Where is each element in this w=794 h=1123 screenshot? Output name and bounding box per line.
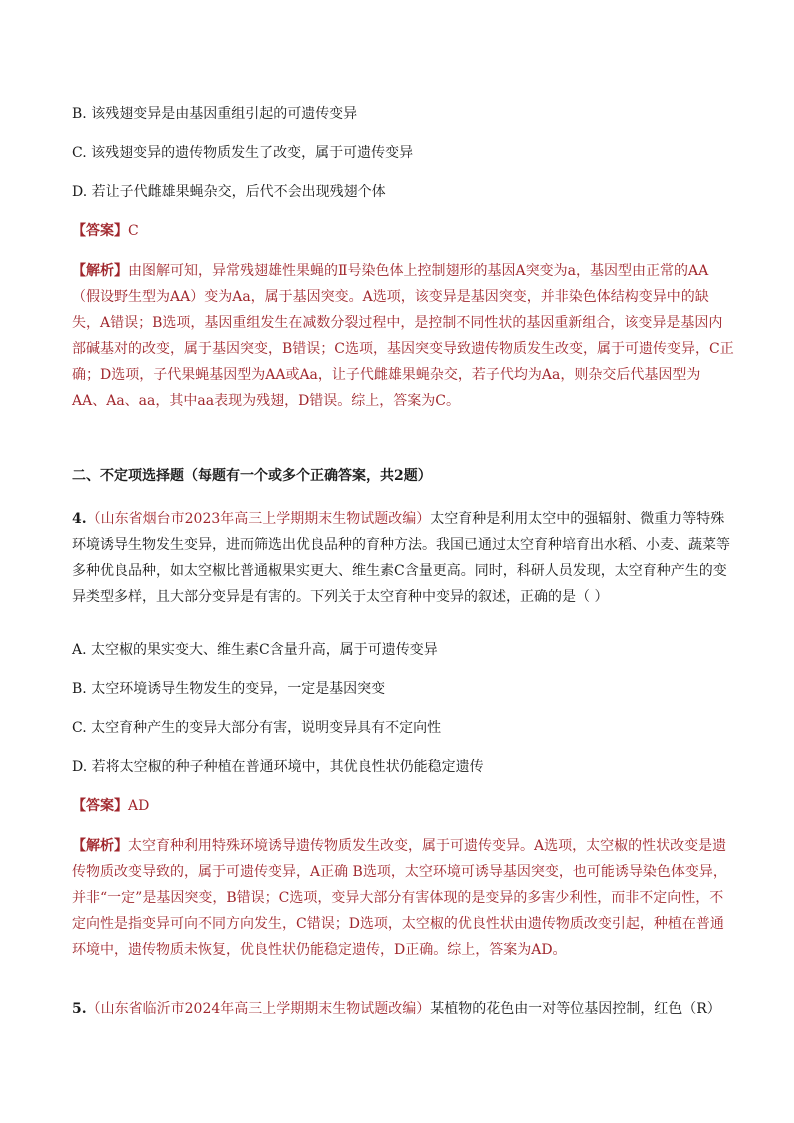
q5-stem-text: 某植物的花色由一对等位基因控制，红色（R） (430, 1001, 721, 1017)
q5-number: 5. (72, 1001, 87, 1017)
q4-option-a: A. 太空椒的果实变大、维生素C含量升高，属于可遗传变异 (72, 642, 438, 658)
q3-answer: C (128, 223, 139, 239)
q4-analysis-text: 太空育种利用特殊环境诱导遗传物质发生改变，属于可遗传变异。A选项，太空椒的性状改变是遗传物质改变导致的，属于可遗传变异，A正确 B选项，太空环境可诱导基因突变，也可能诱导染色体变异，并非“一定”是基因突变，B错误；C选项，变异大部分有害体现的是变异的多害少利性，而非不定向性，不定向性是指变异可向不同方向发生，C错误；D选项，太空椒的优良性状由遗传物质改变引起，种植在普通环境中，遗传物质未恢复，优良性状仍能稳定遗传，D正确。综上，答案为AD。 (72, 838, 727, 958)
q4-number: 4. (72, 511, 87, 527)
q3-analysis-text: 由图解可知，异常残翅雄性果蝇的Ⅱ号染色体上控制翅形的基因A突变为a，基因型由正常的AA（假设野生型为AA）变为Aa，属于基因突变。A选项，该变异是基因突变，并非染色体结构变异中的缺失，A错误；B选项，基因重组发生在减数分裂过程中，是控制不同性状的基因重新组合，该变异是基因内部碱基对的改变，属于基因突变，B错误；C选项，基因突变导致遗传物质发生改变，属于可遗传变异，C正确；D选项，子代果蝇基因型为AA或Aa，让子代雌雄果蝇杂交，若子代均为Aa，则杂交后代基因型为AA、Aa、aa，其中aa表现为残翅，D错误。综上，答案为C。 (72, 263, 734, 409)
q5-source: （山东省临沂市2024年高三上学期期末生物试题改编） (86, 1001, 431, 1017)
analysis-tag: 【解析】 (72, 838, 128, 854)
q4-option-d: D. 若将太空椒的种子种植在普通环境中，其优良性状仍能稳定遗传 (72, 759, 484, 775)
analysis-tag: 【解析】 (72, 263, 128, 279)
q4-analysis (72, 833, 734, 963)
q4-option-b: B. 太空环境诱导生物发生的变异，一定是基因突变 (72, 681, 386, 697)
q4-stem-text: 太空育种是利用太空中的强辐射、微重力等特殊环境诱导生物发生变异，进而筛选出优良品种的育种方法。我国已通过太空育种培育出水稻、小麦、蔬菜等多种优良品种，如太空椒比普通椒果实更大、维生素C含量更高。同时，科研人员发现，太空育种产生的变异类型多样，且大部分变异是有害的。下列关于太空育种中变异的叙述，正确的是（ ） (72, 511, 730, 605)
answer-tag: 【答案】 (72, 798, 128, 814)
q4-source: （山东省烟台市2023年高三上学期期末生物试题改编） (86, 511, 431, 527)
q3-option-d: D. 若让子代雌雄果蝇杂交，后代不会出现残翅个体 (72, 184, 386, 200)
q3-answer-line (72, 221, 732, 241)
q4-answer-line (72, 796, 732, 816)
q3-option-c: C. 该残翅变异的遗传物质发生了改变，属于可遗传变异 (72, 145, 414, 161)
q3-option-b: B. 该残翅变异是由基因重组引起的可遗传变异 (72, 106, 358, 122)
q3-analysis (72, 258, 734, 414)
section-title: 二、不定项选择题（每题有一个或多个正确答案，共2题） (72, 468, 432, 484)
q4-option-c: C. 太空育种产生的变异大部分有害，说明变异具有不定向性 (72, 720, 442, 736)
q4-answer: AD (128, 798, 150, 814)
q4-stem (72, 506, 734, 610)
answer-tag: 【答案】 (72, 223, 128, 239)
q5-stem (72, 996, 734, 1022)
